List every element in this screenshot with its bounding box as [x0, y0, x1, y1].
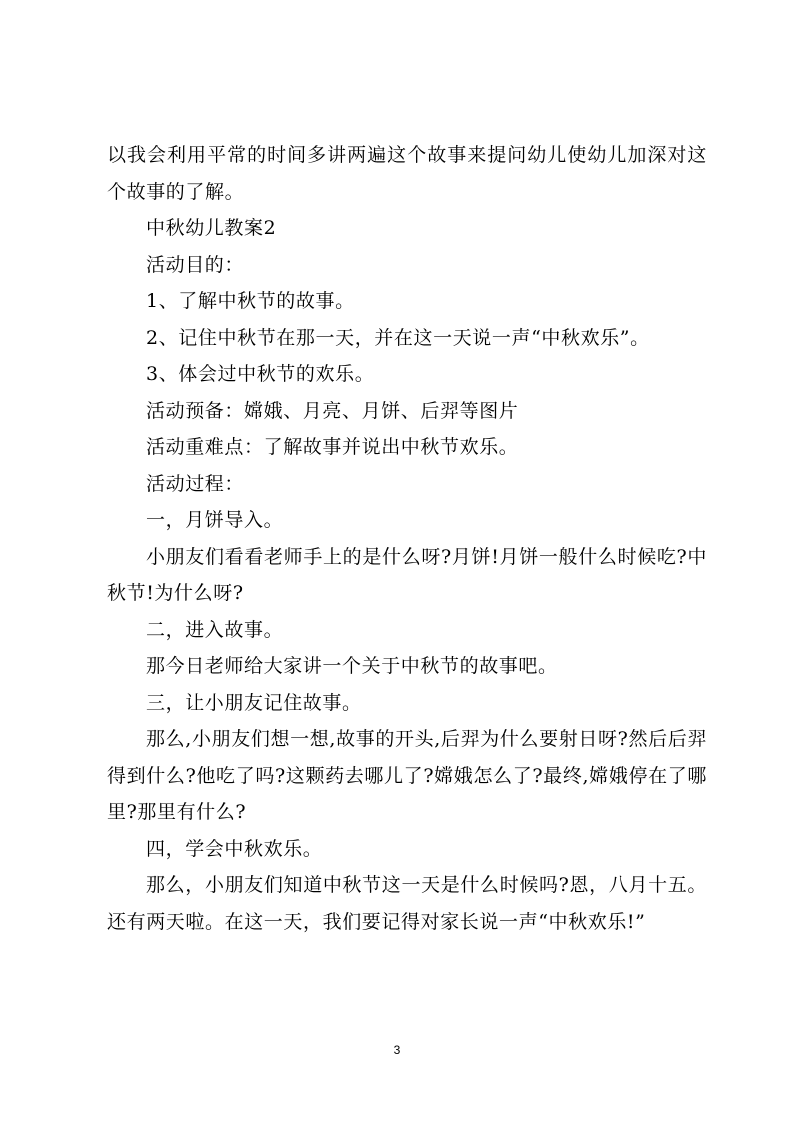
page-number: 3	[393, 1043, 401, 1057]
step-heading-1: 一，月饼导入。	[146, 509, 284, 531]
step-3-paragraph: 那么,小朋友们想一想,故事的开头,后羿为什么要射日呀?然后后羿得到什么?他吃了吗?这颗药去哪儿了?嫦娥怎么了?最终,嫦娥停在了哪里?那里有什么?	[107, 728, 707, 823]
section-heading-process: 活动过程：	[146, 472, 245, 495]
paragraph-continuation: 以我会利用平常的时间多讲两遍这个故事来提问幼儿使幼儿加深对这个故事的了解。	[107, 144, 707, 203]
step-heading-4: 四，学会中秋欢乐。	[146, 837, 323, 860]
preparation-line: 活动预备：嫦娥、月亮、月饼、后羿等图片	[146, 399, 519, 422]
page-body	[107, 137, 707, 940]
objective-item-3: 3、体会过中秋节的欢乐。	[146, 363, 375, 385]
step-heading-3: 三，让小朋友记住故事。	[146, 691, 362, 714]
objective-item-2: 2、记住中秋节在那一天，并在这一天说一声“中秋欢乐”。	[146, 326, 650, 349]
step-2-paragraph: 那今日老师给大家讲一个关于中秋节的故事吧。	[146, 655, 558, 677]
step-1-paragraph: 小朋友们看看老师手上的是什么呀?月饼!月饼一般什么时候吃?中秋节!为什么呀?	[107, 545, 707, 604]
lesson-plan-title: 中秋幼儿教案2	[146, 217, 277, 239]
key-points-line: 活动重难点：了解故事并说出中秋节欢乐。	[146, 436, 519, 458]
objective-item-1: 1、了解中秋节的故事。	[146, 290, 355, 312]
step-heading-2: 二，进入故事。	[146, 618, 284, 641]
section-heading-objectives: 活动目的：	[146, 253, 245, 276]
step-4-paragraph: 那么，小朋友们知道中秋节这一天是什么时候吗?恩，八月十五。还有两天啦。在这一天，我们要记得对家长说一声“中秋欢乐!”	[107, 874, 707, 933]
